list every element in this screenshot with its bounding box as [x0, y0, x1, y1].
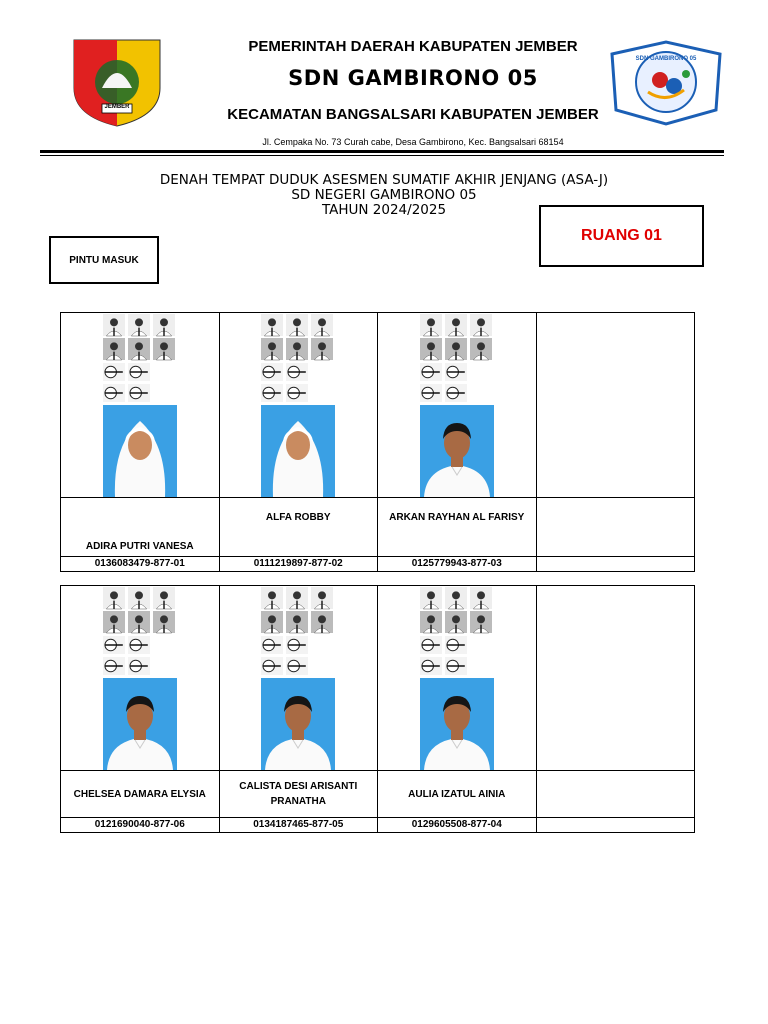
student-exam-number: 0111219897-877-02	[219, 557, 378, 572]
student-portrait	[420, 678, 494, 770]
student-exam-number: 0134187465-877-05	[219, 818, 378, 833]
seat-photo-empty	[536, 313, 695, 498]
seating-row-2	[60, 585, 695, 833]
seat-photo	[219, 313, 378, 498]
student-exam-number: 0136083479-877-01	[61, 557, 220, 572]
entrance-door-box: PINTU MASUK	[49, 236, 159, 284]
student-portrait	[103, 405, 177, 497]
school-name: SDN GAMBIRONO 05	[288, 66, 538, 90]
seat-photo	[378, 313, 537, 498]
id-photo-strip	[261, 586, 335, 678]
id-photo-strip	[261, 313, 335, 405]
district-heading: KECAMATAN BANGSALSARI KABUPATEN JEMBER	[227, 106, 599, 123]
student-portrait	[103, 678, 177, 770]
title-line-3: TAHUN 2024/2025	[321, 202, 447, 218]
letterhead-divider-thin	[40, 155, 724, 156]
student-name: CHELSEA DAMARA ELYSIA	[61, 771, 220, 818]
student-portrait	[261, 405, 335, 497]
student-exam-number: 0121690040-877-06	[61, 818, 220, 833]
seat-photo	[61, 313, 220, 498]
room-label-box: RUANG 01	[539, 205, 704, 267]
student-name	[536, 771, 695, 818]
id-photo-strip	[420, 313, 494, 405]
school-address: Jl. Cempaka No. 73 Curah cabe, Desa Gambirono, Kec. Bangsalsari 68154	[262, 137, 564, 147]
right-logo-text: SDN GAMBIRONO 05	[635, 56, 697, 62]
id-photo-strip	[103, 586, 177, 678]
student-name	[536, 498, 695, 557]
letterhead-divider	[40, 150, 724, 153]
title-line-1: DENAH TEMPAT DUDUK ASESMEN SUMATIF AKHIR JENJANG (ASA-J)	[159, 172, 609, 188]
student-exam-number: 0129605508-877-04	[378, 818, 537, 833]
seating-row-1	[60, 312, 695, 572]
title-line-2: SD NEGERI GAMBIRONO 05	[291, 187, 477, 203]
seat-photo	[378, 586, 537, 771]
student-exam-number: 0125779943-877-03	[378, 557, 537, 572]
left-logo-text: JEMBER	[104, 104, 130, 110]
regency-heading: PEMERINTAH DAERAH KABUPATEN JEMBER	[248, 38, 578, 55]
student-name: CALISTA DESI ARISANTI PRANATHA	[219, 771, 378, 818]
id-photo-strip	[103, 313, 177, 405]
seat-photo	[219, 586, 378, 771]
student-name: ALFA ROBBY	[219, 498, 378, 557]
student-name: ARKAN RAYHAN AL FARISY	[378, 498, 537, 557]
student-exam-number	[536, 557, 695, 572]
student-portrait	[420, 405, 494, 497]
seat-photo-empty	[536, 586, 695, 771]
student-exam-number	[536, 818, 695, 833]
student-name: AULIA IZATUL AINIA	[378, 771, 537, 818]
id-photo-strip	[420, 586, 494, 678]
student-portrait	[261, 678, 335, 770]
seat-photo	[61, 586, 220, 771]
student-name: ADIRA PUTRI VANESA	[61, 498, 220, 557]
